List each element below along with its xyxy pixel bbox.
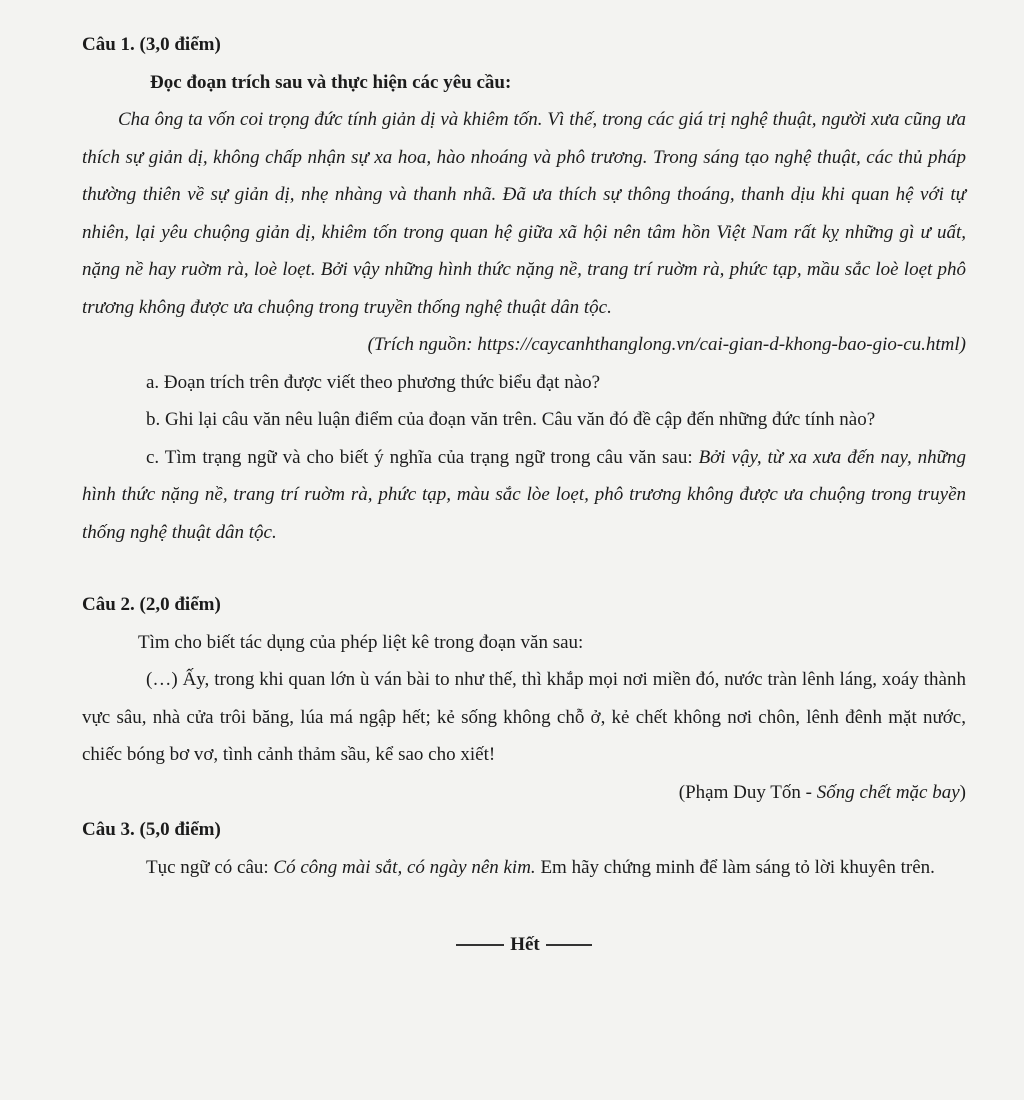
end-dash-right: [546, 944, 592, 946]
question-3-lead: Tục ngữ có câu:: [146, 856, 274, 878]
question-2-passage: (…) Ấy, trong khi quan lớn ù ván bài to như thế, thì khắp mọi nơi miền đó, nước tràn lênh láng, xoáy thành vực sâu, nhà cửa trôi băng, lúa má ngập hết; kẻ sống không chỗ ở, kẻ chết không nơi chôn, lênh đênh mặt nước, chiếc bóng bơ vơ, tình cảnh thảm sầu, kể sao cho xiết!: [82, 669, 966, 765]
question-3-task: Em hãy chứng minh để làm sáng tỏ lời khuyên trên.: [535, 856, 935, 878]
question-3-proverb: Có công mài sắt, có ngày nên kim.: [273, 856, 536, 878]
section-gap: [82, 551, 966, 586]
passage-text: Cha ông ta vốn coi trọng đức tính giản dị và khiêm tốn. Vì thế, trong các giá trị nghệ thuật, người xưa cũng ưa thích sự giản dị, không chấp nhận sự xa hoa, hào nhoáng và phô trương. Trong sáng tạo nghệ thuật, các thủ pháp thường thiên về sự giản dị, nhẹ nhàng và thanh nhã. Đã ưa thích sự thông thoáng, thanh dịu khi quan hệ với tự nhiên, lại yêu chuộng giản dị, khiêm tốn trong quan hệ giữa xã hội nên tâm hồn Việt Nam rất kỵ những gì ư uất, nặng nề hay ruờm rà, loè loẹt. Bởi vậy những hình thức nặng nề, trang trí ruờm rà, phức tạp, mầu sắc loè loẹt phô trương không được ưa chuộng trong truyền thống nghệ thuật dân tộc.: [82, 109, 966, 318]
end-marker: [82, 926, 966, 964]
question-2-citation: [82, 774, 966, 812]
question-1c-quote: Bởi vậy, từ xa xưa đến nay, những hình thức nặng nề, trang trí ruờm rà, phức tạp, màu sắc lòe loẹt, phô trương không được ưa chuộng trong truyền thống nghệ thuật dân tộc.: [82, 446, 966, 543]
question-1a: a. Đoạn trích trên được viết theo phương thức biểu đạt nào?: [146, 371, 601, 393]
question-3-text: [82, 849, 966, 887]
question-1c-lead: c. Tìm trạng ngữ và cho biết ý nghĩa của trạng ngữ trong câu văn sau:: [146, 446, 693, 468]
question-1c: [82, 439, 966, 552]
question-1-passage: [82, 101, 966, 326]
end-label: Hết: [510, 934, 540, 955]
citation-close: ): [959, 781, 966, 803]
question-2-title: Câu 2. (2,0 điểm): [82, 594, 221, 615]
question-1-title: Câu 1. (3,0 điểm): [82, 34, 221, 55]
end-dash-left: [456, 944, 504, 946]
citation-author: (Phạm Duy Tốn -: [678, 781, 817, 803]
question-1b: b. Ghi lại câu văn nêu luận điểm của đoạn văn trên. Câu văn đó đề cập đến những đức tính nào?: [146, 409, 876, 430]
question-1-instruction: Đọc đoạn trích sau và thực hiện các yêu cầu:: [150, 71, 512, 93]
question-2-instruction: Tìm cho biết tác dụng của phép liệt kê trong đoạn văn sau:: [138, 631, 584, 653]
question-3-title: Câu 3. (5,0 điểm): [82, 819, 221, 840]
passage-source: (Trích nguồn: https://caycanhthanglong.vn/cai-gian-d-khong-bao-gio-cu.html): [367, 334, 966, 355]
citation-work: Sống chết mặc bay: [816, 781, 960, 803]
